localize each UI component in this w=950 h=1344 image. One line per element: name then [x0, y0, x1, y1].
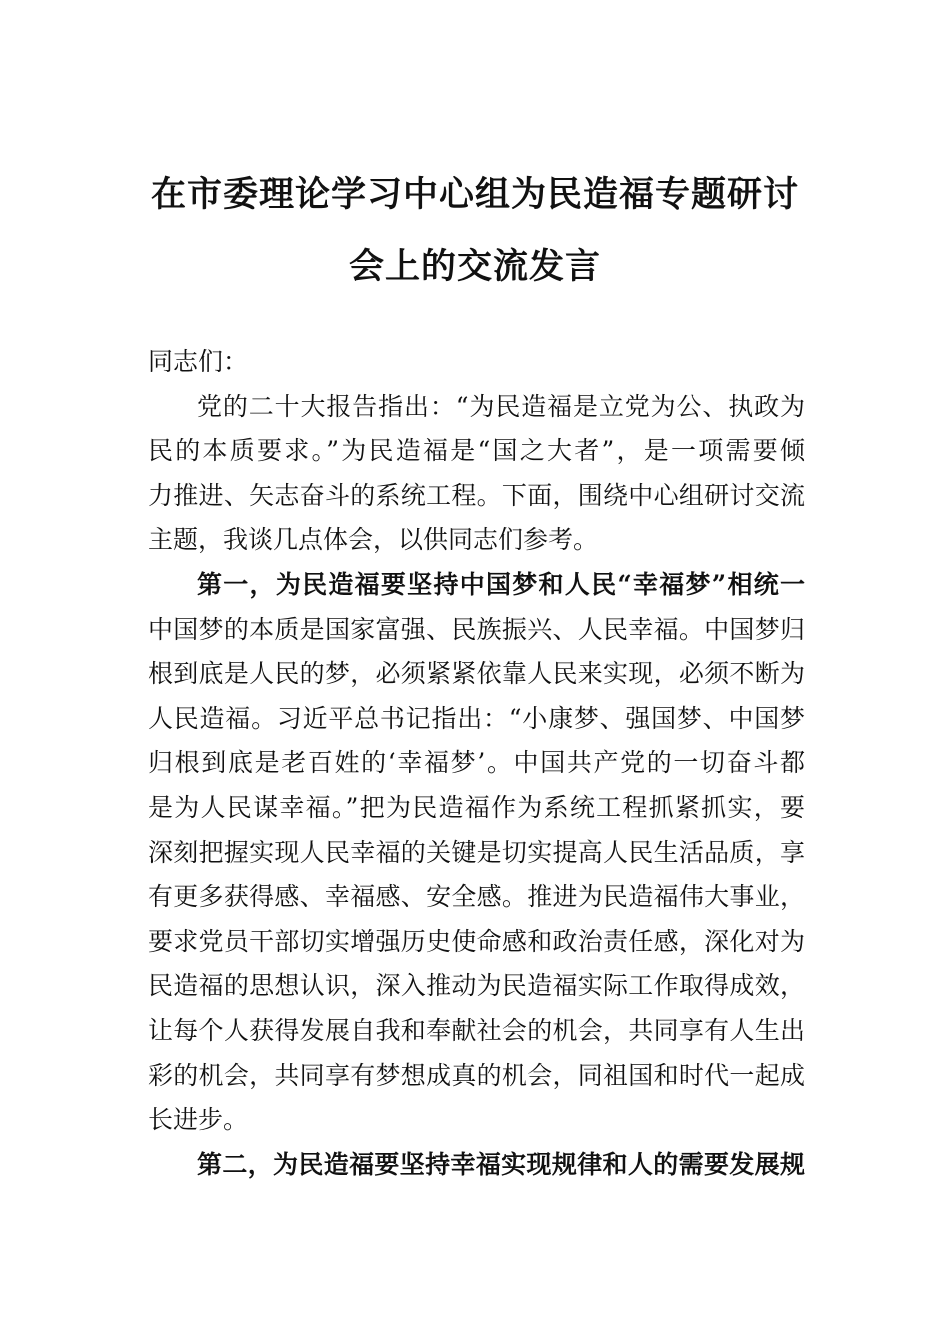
- paragraph-line: 让每个人获得发展自我和奉献社会的机会，共同享有人生出: [148, 1015, 805, 1045]
- paragraph-line: 力推进、矢志奋斗的系统工程。下面，围绕中心组研讨交流: [148, 480, 805, 510]
- paragraph-line: 党的二十大报告指出：“为民造福是立党为公、执政为: [197, 391, 805, 421]
- document-body: [148, 340, 805, 1187]
- paragraph-line: 长进步。: [148, 1105, 249, 1135]
- document-title: [0, 159, 950, 303]
- paragraph-line: 根到底是人民的梦，必须紧紧依靠人民来实现，必须不断为: [148, 659, 805, 689]
- section-heading: 第一，为民造福要坚持中国梦和人民“幸福梦”相统一: [197, 569, 805, 599]
- paragraph-line: 主题，我谈几点体会，以供同志们参考。: [148, 525, 599, 555]
- title-line: 在市委理论学习中心组为民造福专题研讨: [150, 174, 799, 215]
- paragraph-line: 归根到底是老百姓的‘幸福梦’。中国共产党的一切奋斗都: [148, 748, 805, 778]
- paragraph-line: 中国梦的本质是国家富强、民族振兴、人民幸福。中国梦归: [148, 614, 805, 644]
- paragraph-line: 是为人民谋幸福。”把为民造福作为系统工程抓紧抓实，要: [148, 792, 805, 822]
- salutation: 同志们：: [148, 347, 249, 376]
- paragraph-line: 民的本质要求。”为民造福是“国之大者”，是一项需要倾: [148, 436, 805, 466]
- paragraph-line: 民造福的思想认识，深入推动为民造福实际工作取得成效，: [148, 971, 805, 1001]
- section-heading: 第二，为民造福要坚持幸福实现规律和人的需要发展规: [197, 1149, 805, 1179]
- paragraph-line: 有更多获得感、幸福感、安全感。推进为民造福伟大事业，: [148, 882, 805, 912]
- paragraph-line: 深刻把握实现人民幸福的关键是切实提高人民生活品质，享: [148, 837, 805, 867]
- title-line: 会上的交流发言: [348, 246, 601, 287]
- paragraph-line: 要求党员干部切实增强历史使命感和政治责任感，深化对为: [148, 926, 805, 956]
- paragraph-line: 人民造福。习近平总书记指出：“小康梦、强国梦、中国梦: [148, 703, 805, 733]
- paragraph-line: 彩的机会，共同享有梦想成真的机会，同祖国和时代一起成: [148, 1060, 805, 1090]
